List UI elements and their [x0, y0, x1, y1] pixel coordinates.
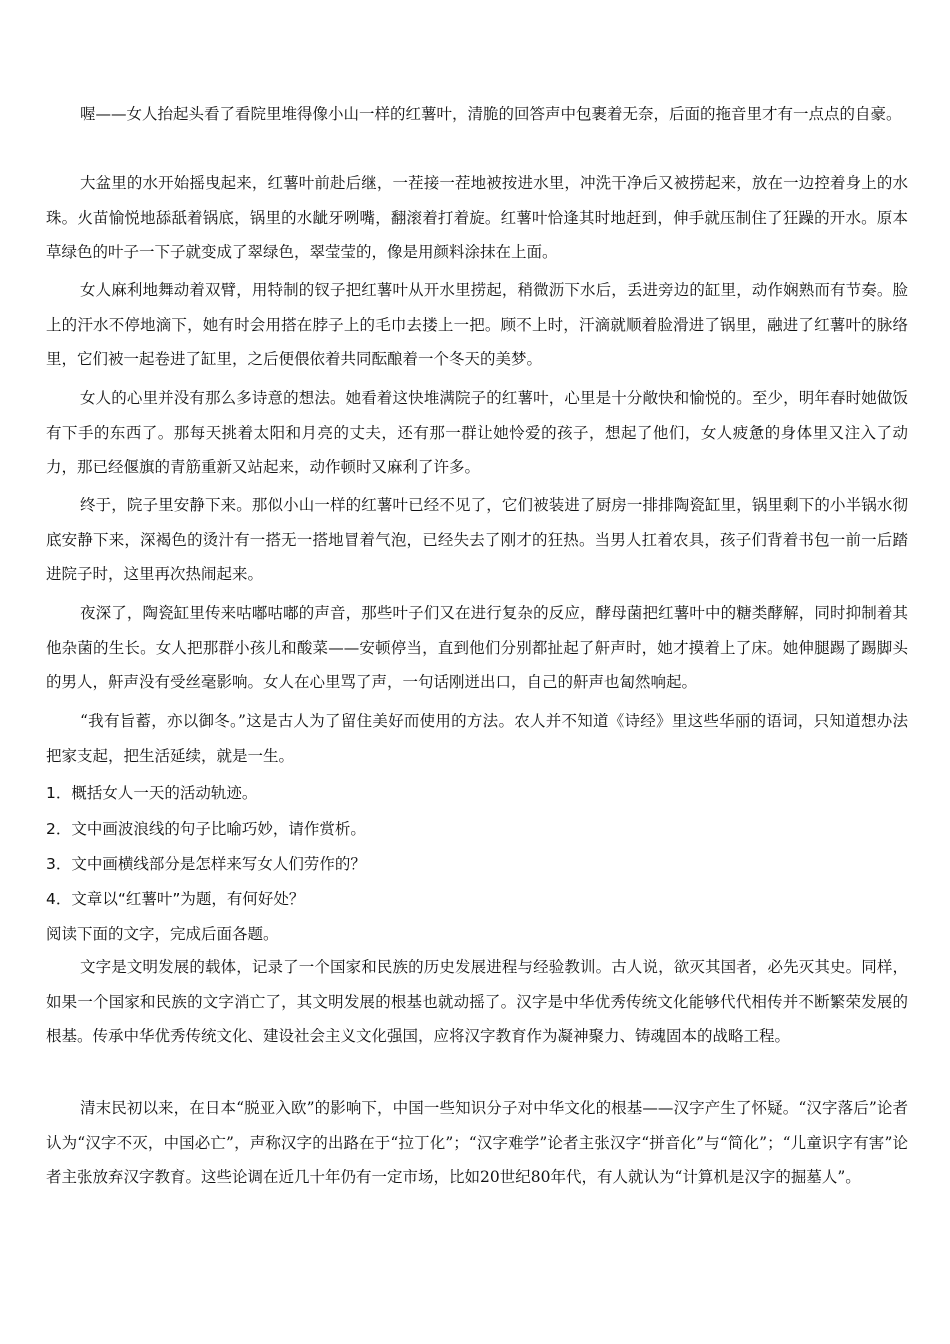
story-paragraph-1: 喔——女人抬起头看了看院里堆得像小山一样的红薯叶，清脆的回答声中包裹着无奈，后面的拖音里才有一点点的自豪。: [80, 105, 902, 123]
story-paragraph-7: “我有旨蓄，亦以御冬。”这是古人为了留住美好而使用的方法。农人并不知道《诗经》里这些华丽的语词，只知道想办法把家支起，把生活延续，就是一生。: [46, 712, 908, 765]
essay-paragraph-1: 文字是文明发展的载体，记录了一个国家和民族的历史发展进程与经验教训。古人说，欲灭其国者，必先灭其史。同样，如果一个国家和民族的文字消亡了，其文明发展的根基也就动摇了。汉字是中华优秀传统文化能够代代相传并不断繁荣发展的根基。传承中华优秀传统文化、建设社会主义文化强国，应将汉字教育作为凝神聚力、铸魂固本的战略工程。: [46, 958, 908, 1045]
story-paragraph-6: 夜深了，陶瓷缸里传来咕嘟咕嘟的声音，那些叶子们又在进行复杂的反应，酵母菌把红薯叶中的糖类酵解，同时抑制着其他杂菌的生长。女人把那群小孩儿和酸菜——安顿停当，直到他们分别都扯起了鼾声时，她才摸着上了床。她伸腿踢了踢脚头的男人，鼾声没有受丝毫影响。女人在心里骂了声，一句话刚迸出口，自己的鼾声也匐然响起。: [46, 604, 908, 691]
story-paragraph-3: 女人麻利地舞动着双臂，用特制的钗子把红薯叶从开水里捞起，稍微沥下水后，丢进旁边的缸里，动作娴熟而有节奏。脸上的汗水不停地滴下，她有时会用搭在脖子上的毛巾去搂上一把。顾不上时，汗滴就顺着脸滑进了锅里，融进了红薯叶的脉络里，它们被一起卷进了缸里，之后便偎依着共同酝酿着一个冬天的美梦。: [46, 281, 908, 368]
question-4: 4．文章以“红薯叶”为题，有何好处？: [46, 890, 305, 908]
question-1: 1．概括女人一天的活动轨迹。: [46, 784, 258, 802]
story-paragraph-4: 女人的心里并没有那么多诗意的想法。她看着这快堆满院子的红薯叶，心里是十分敞快和愉悦的。至少，明年春时她做饭有下手的东西了。那每天挑着太阳和月亮的丈夫，还有那一群让她怜爱的孩子，想起了他们，女人疲惫的身体里又注入了动力，那已经偃旗的青筋重新又站起来，动作顿时又麻利了许多。: [46, 389, 908, 476]
story-paragraph-2: 大盆里的水开始摇曳起来，红薯叶前赴后继，一茬接一茬地被按进水里，冲洗干净后又被捞起来，放在一边控着身上的水珠。火苗愉悦地舔舐着锅底，锅里的水龇牙咧嘴，翻滚着打着旋。红薯叶恰逢其时地赶到，伸手就压制住了狂躁的开水。原本草绿色的叶子一下子就变成了翠绿色，翠莹莹的，像是用颜料涂抹在上面。: [46, 174, 908, 261]
story-paragraph-5: 终于，院子里安静下来。那似小山一样的红薯叶已经不见了，它们被装进了厨房一排排陶瓷缸里，锅里剩下的小半锅水彻底安静下来，深褐色的烫汁有一搭无一搭地冒着气泡，已经失去了刚才的狂热。当男人扛着农具，孩子们背着书包一前一后踏进院子时，这里再次热闹起来。: [46, 496, 908, 583]
question-3: 3．文中画横线部分是怎样来写女人们劳作的？: [46, 855, 366, 873]
question-2: 2．文中画波浪线的句子比喻巧妙，请作赏析。: [46, 820, 366, 838]
reading-instruction: 阅读下面的文字，完成后面各题。: [46, 925, 279, 943]
essay-paragraph-2: 清末民初以来，在日本“脱亚入欧”的影响下，中国一些知识分子对中华文化的根基——汉字产生了怀疑。“汉字落后”论者认为“汉字不灭，中国必亡”，声称汉字的出路在于“拉丁化”；“汉字难学”论者主张汉字“拼音化”与“简化”；“儿童识字有害”论者主张放弃汉字教育。这些论调在近几十年仍有一定市场，比如20世纪80年代，有人就认为“计算机是汉字的掘墓人”。: [46, 1099, 908, 1186]
